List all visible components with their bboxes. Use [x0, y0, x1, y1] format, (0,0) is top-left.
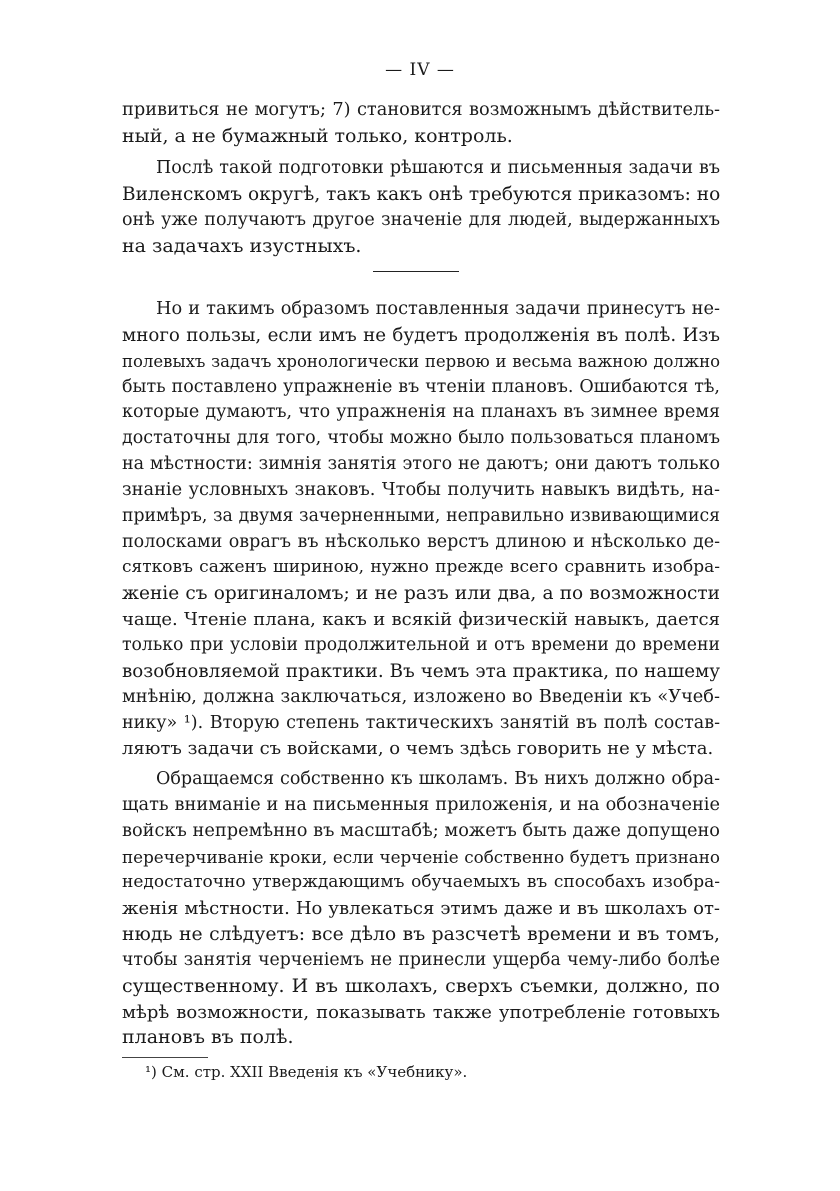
text-line: много пользы, если имъ не будетъ продолженія въ полѣ. Изъ: [122, 324, 720, 346]
text-line: возобновляемой практики. Въ чемъ эта практика, по нашему: [122, 660, 720, 682]
text-line: Послѣ такой подготовки рѣшаются и письменныя задачи въ: [156, 158, 720, 178]
text-line: мѣрѣ возможности, показывать также употребленіе готовыхъ: [122, 1001, 720, 1023]
page-number: — IV —: [385, 60, 455, 80]
text-line: женіе съ оригиналомъ; и не разъ или два, а по возможности: [122, 583, 720, 605]
section-divider: [373, 271, 459, 272]
text-line: полосками оврагъ въ нѣсколько верстъ длиною и нѣсколько де-: [122, 531, 720, 552]
text-line: Но и такимъ образомъ поставленныя задачи принесутъ не-: [156, 299, 720, 319]
text-line: нику» ¹). Вторую степень тактическихъ занятій въ полѣ состав-: [122, 712, 720, 733]
footnote: ¹) См. стр. XXII Введенія къ «Учебнику».: [145, 1063, 468, 1081]
text-line: Виленскомъ округѣ, такъ какъ онѣ требуются приказомъ: но: [122, 183, 721, 205]
text-line: нюдь не слѣдуетъ: все дѣло въ разсчетѣ времени и въ томъ,: [122, 924, 720, 946]
text-line: полевыхъ задачъ хронологически первою и весьма важною должно: [122, 351, 720, 371]
text-line: чтобы занятія черченіемъ не принесли ущерба чему-либо болѣе: [122, 949, 720, 970]
text-line: ный, а не бумажный только, контроль.: [122, 124, 513, 147]
text-line: Обращаемся собственно къ школамъ. Въ нихъ должно обра-: [156, 769, 720, 789]
text-line: недостаточно утверждающимъ обучаемыхъ въ способахъ изобра-: [122, 872, 720, 893]
text-line: примѣръ, за двумя зачерненными, неправильно извивающимися: [122, 505, 720, 526]
paragraph-schools: [122, 767, 720, 1051]
text-line: быть поставлено упражненіе въ чтеніи плановъ. Ошибаются тѣ,: [122, 376, 720, 397]
paragraph-preparation: [122, 156, 720, 259]
text-line: перечерчиваніе кроки, если черченіе собственно будетъ признано: [122, 846, 720, 867]
paragraph-continuation: [122, 98, 720, 150]
text-line: чаще. Чтеніе плана, какъ и всякій физическій навыкъ, дается: [122, 609, 720, 631]
paragraph-field-exercises: [122, 297, 720, 762]
text-line: онѣ уже получаютъ другое значеніе для людей, выдержанныхъ: [122, 209, 720, 230]
text-line: существенному. И въ школахъ, сверхъ съемки, должно, по: [122, 974, 720, 997]
text-line: достаточны для того, чтобы можно было пользоваться планомъ: [122, 428, 720, 449]
text-line: женія мѣстности. Но увлекаться этимъ даже и въ школахъ от-: [122, 898, 720, 920]
text-line: плановъ въ полѣ.: [122, 1026, 294, 1049]
text-line: которые думаютъ, что упражненія на планахъ въ зимнее время: [122, 402, 720, 423]
text-line: щать вниманіе и на письменныя приложенія, и на обозначеніе: [122, 794, 720, 815]
text-line: привиться не могутъ; 7) становится возможнымъ дѣйствитель-: [122, 100, 720, 120]
text-line: мнѣнію, должна заключаться, изложено во Введеніи къ «Учеб-: [122, 686, 720, 707]
text-line: войскъ непремѣнно въ масштабѣ; можетъ быть даже допущено: [122, 820, 720, 841]
text-line: сятковъ саженъ шириною, нужно прежде всего сравнить изобра-: [122, 557, 720, 578]
text-line: только при условіи продолжительной и отъ времени до времени: [122, 634, 720, 655]
footnote-rule: [122, 1057, 208, 1058]
text-line: ляютъ задачи съ войсками, о чемъ здѣсь говорить не у мѣста.: [122, 738, 714, 760]
text-line: на задачахъ изустныхъ.: [122, 234, 362, 257]
text-line: знаніе условныхъ знаковъ. Чтобы получить навыкъ видѣть, на-: [122, 479, 720, 500]
text-line: на мѣстности: зимнія занятія этого не даютъ; они даютъ только: [122, 454, 720, 475]
